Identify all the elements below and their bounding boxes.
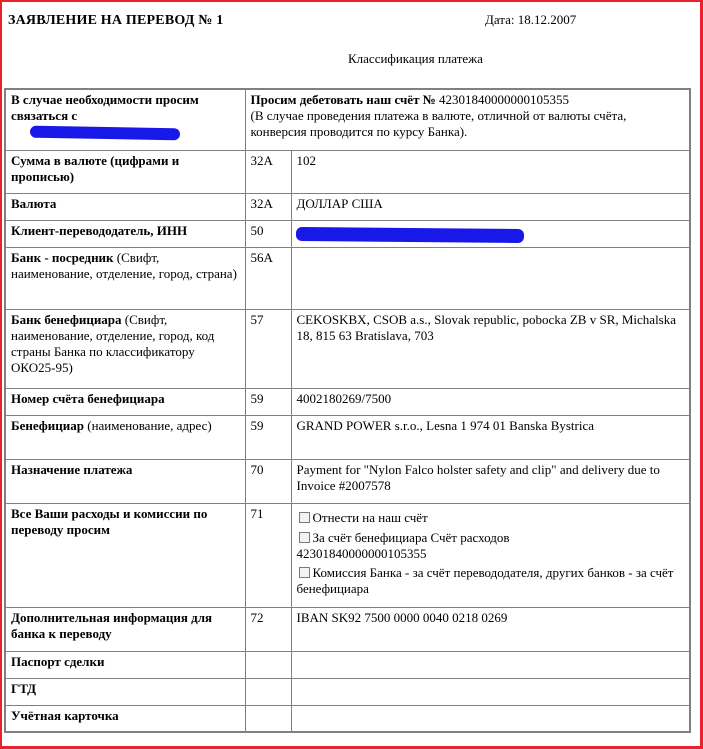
table-row [5, 459, 690, 503]
table-row [5, 415, 690, 459]
frame-left-border [0, 0, 2, 749]
additional-info-row [5, 607, 690, 651]
redaction-mark-client [296, 227, 524, 243]
row-value: Payment for "Nylon Falco holster safety and clip" and delivery due to Invoice #2007578 [291, 459, 690, 503]
row-code: 59 [245, 415, 291, 459]
row-label: Сумма в валюте (цифрами и прописью) [11, 152, 180, 184]
charges-options [291, 503, 690, 607]
charges-row [5, 503, 690, 607]
debit-note: (В случае проведения платежа в валюте, отличной от валюты счёта, конверсия проводится по курсу Банка). [250, 108, 627, 139]
option-beneficiary-label: За счёт бенефициара Счёт расходов [312, 529, 510, 545]
row-code: 50 [245, 220, 291, 247]
checkbox-bank-commission[interactable] [299, 567, 310, 578]
table-row [5, 193, 690, 220]
row-label: Паспорт сделки [11, 653, 105, 669]
payment-classification-label: Классификация платежа [348, 51, 483, 66]
table-row [5, 678, 690, 705]
row-label: Бенефициар [11, 417, 84, 433]
table-row [5, 309, 690, 388]
document-title: ЗАЯВЛЕНИЕ НА ПЕРЕВОД № 1 [8, 13, 224, 28]
row-value [291, 247, 690, 309]
row-code: 32A [245, 150, 291, 193]
charges-label: Все Ваши расходы и комиссии по переводу просим [11, 505, 208, 537]
beneficiary-expense-account: 42301840000000105355 [296, 545, 427, 561]
transfer-form-table [4, 88, 691, 733]
table-row [5, 247, 690, 309]
row-label-detail: (наименование, адрес) [83, 417, 212, 433]
table-row [5, 150, 690, 193]
row-value: 102 [291, 150, 690, 193]
checkbox-beneficiary-account[interactable] [299, 532, 310, 543]
document-date: Дата: 18.12.2007 [485, 12, 577, 27]
debit-account: 42301840000000105355 [439, 92, 570, 107]
row-value: 4002180269/7500 [291, 388, 690, 415]
contact-row [5, 89, 690, 150]
row-value: ДОЛЛАР США [291, 193, 690, 220]
frame-top-border [0, 0, 703, 2]
row-code: 57 [245, 309, 291, 388]
charges-code: 71 [245, 503, 291, 607]
row-code: 56A [245, 247, 291, 309]
row-label-detail: (Свифт, наименование, отделение, город, страна) [11, 249, 237, 281]
table-row [5, 388, 690, 415]
row-code: 59 [245, 388, 291, 415]
row-value: GRAND POWER s.r.o., Lesna 1 974 01 Banska Bystrica [291, 415, 690, 459]
debit-heading: Просим дебетовать наш счёт № [250, 92, 436, 107]
table-row [5, 705, 690, 732]
row-label: ГТД [11, 680, 37, 696]
row-label: Назначение платежа [11, 461, 133, 477]
contact-label: В случае необходимости просим связаться с [11, 92, 199, 123]
row-label: Клиент-перевододатель, ИНН [11, 222, 188, 238]
row-code: 70 [245, 459, 291, 503]
table-row [5, 651, 690, 678]
row-label: Банк бенефициара [11, 311, 122, 327]
checkbox-own-account[interactable] [299, 512, 310, 523]
option-own-account-label: Отнести на наш счёт [312, 509, 428, 525]
option-bank-commission-label: Комиссия Банка - за счёт перевододателя, других банков - за счёт бенефициара [296, 564, 674, 596]
row-label: Номер счёта бенефициара [11, 390, 165, 406]
additional-info-value: IBAN SK92 7500 0000 0040 0218 0269 [291, 607, 690, 651]
row-label-detail: (Свифт, наименование, отделение, город, код страны Банка по классификатору ОКО25-95) [11, 311, 215, 375]
debit-cell [245, 89, 690, 150]
row-code: 32A [245, 193, 291, 220]
additional-info-code: 72 [245, 607, 291, 651]
row-label: Банк - посредник [11, 249, 114, 265]
row-value: CEKOSKBX, CSOB a.s., Slovak republic, pobocka ZB v SR, Michalska 18, 815 63 Bratislava, 703 [291, 309, 690, 388]
row-label: Учётная карточка [11, 707, 119, 723]
row-label: Валюта [11, 195, 57, 211]
additional-info-label: Дополнительная информация для банка к переводу [11, 609, 213, 641]
contact-label-cell [5, 89, 245, 150]
